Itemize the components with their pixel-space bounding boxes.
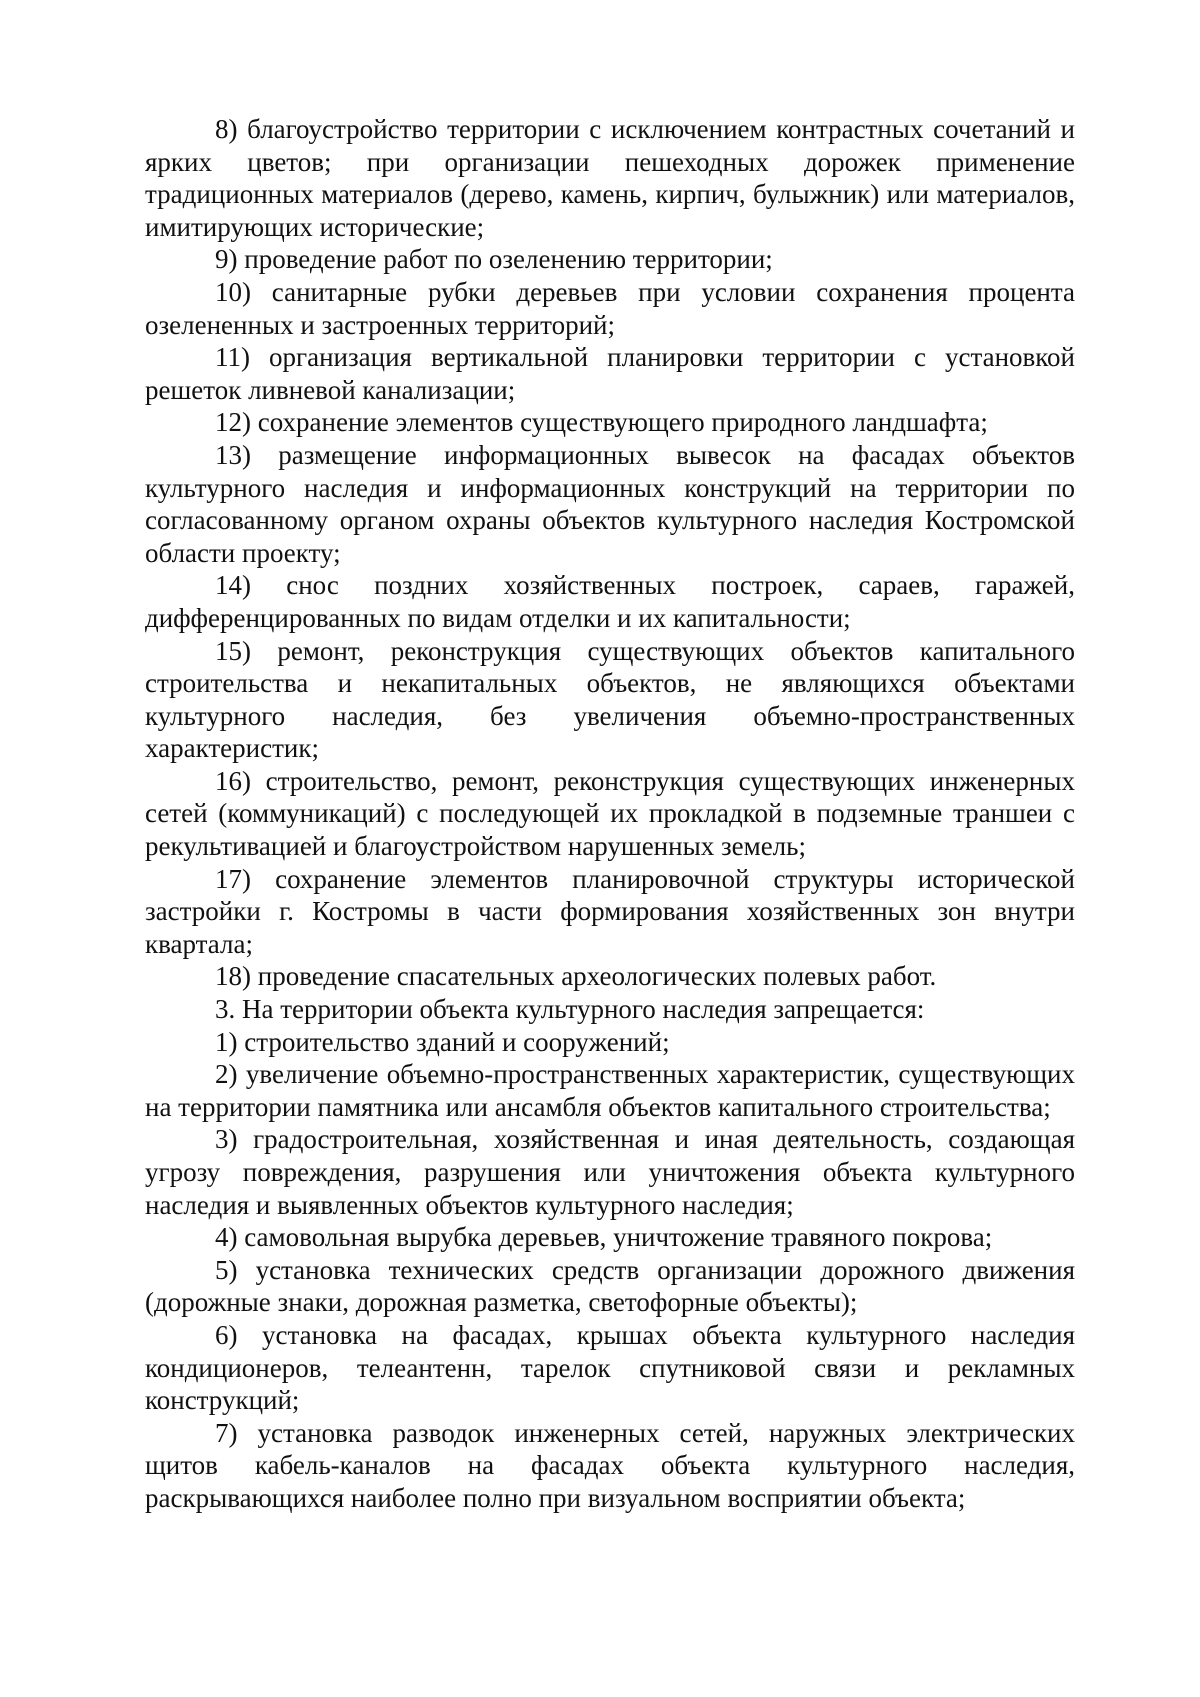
prohibition-item-7: 7) установка разводок инженерных сетей, наружных электрических щитов кабель-каналов на фасадах объекта культурного наследия, раскрывающихся наиболее полно при визуальном восприятии объекта; bbox=[145, 1417, 1075, 1513]
prohibition-item-6: 6) установка на фасадах, крышах объекта культурного наследия кондиционеров, телеантенн, тарелок спутниковой связи и рекламных конструкций; bbox=[145, 1319, 1075, 1416]
paragraph-item-16: 16) строительство, ремонт, реконструкция существующих инженерных сетей (коммуникаций) с последующей их прокладкой в подземные траншеи с рекультивацией и благоустройством нарушенных земель; bbox=[145, 765, 1075, 862]
paragraph-item-12: 12) сохранение элементов существующего природного ландшафта; bbox=[215, 407, 988, 438]
document-page bbox=[145, 113, 1075, 1515]
paragraph-item-18: 18) проведение спасательных археологических полевых работ. bbox=[215, 961, 937, 992]
paragraph-item-14: 14) снос поздних хозяйственных построек, сараев, гаражей, дифференцированных по видам отделки и их капитальности; bbox=[145, 570, 1075, 633]
paragraph-item-10: 10) санитарные рубки деревьев при условии сохранения процента озелененных и застроенных территорий; bbox=[145, 276, 1075, 340]
paragraph-item-15: 15) ремонт, реконструкция существующих объектов капитального строительства и некапитальных объектов, не являющихся объектами культурного наследия, без увеличения объемно-пространственных характеристик; bbox=[145, 635, 1075, 764]
paragraph-item-8: 8) благоустройство территории с исключением контрастных сочетаний и ярких цветов; при организации пешеходных дорожек применение традиционных материалов (дерево, камень, кирпич, булыжник) или материалов, имитирующих исторические; bbox=[145, 114, 1075, 242]
paragraph-item-13: 13) размещение информационных вывесок на фасадах объектов культурного наследия и информационных конструкций на территории по согласованному органом охраны объектов культурного наследия Костромской области проекту; bbox=[145, 439, 1075, 568]
paragraph-item-11: 11) организация вертикальной планировки территории с установкой решеток ливневой канализации; bbox=[145, 342, 1075, 405]
paragraph-item-9: 9) проведение работ по озеленению территории; bbox=[215, 244, 773, 275]
prohibition-item-4: 4) самовольная вырубка деревьев, уничтожение травяного покрова; bbox=[215, 1222, 993, 1253]
section-heading-3: 3. На территории объекта культурного наследия запрещается: bbox=[215, 994, 925, 1025]
paragraph-item-17: 17) сохранение элементов планировочной структуры исторической застройки г. Костромы в части формирования хозяйственных зон внутри квартала; bbox=[145, 863, 1075, 959]
prohibition-item-3: 3) градостроительная, хозяйственная и иная деятельность, создающая угрозу повреждения, разрушения или уничтожения объекта культурного наследия и выявленных объектов культурного наследия; bbox=[145, 1124, 1075, 1220]
prohibition-item-2: 2) увеличение объемно-пространственных характеристик, существующих на территории памятника или ансамбля объектов капитального строительства; bbox=[145, 1059, 1075, 1122]
prohibition-item-5: 5) установка технических средств организации дорожного движения (дорожные знаки, дорожная разметка, светофорные объекты); bbox=[145, 1254, 1075, 1318]
prohibition-item-1: 1) строительство зданий и сооружений; bbox=[215, 1026, 670, 1057]
